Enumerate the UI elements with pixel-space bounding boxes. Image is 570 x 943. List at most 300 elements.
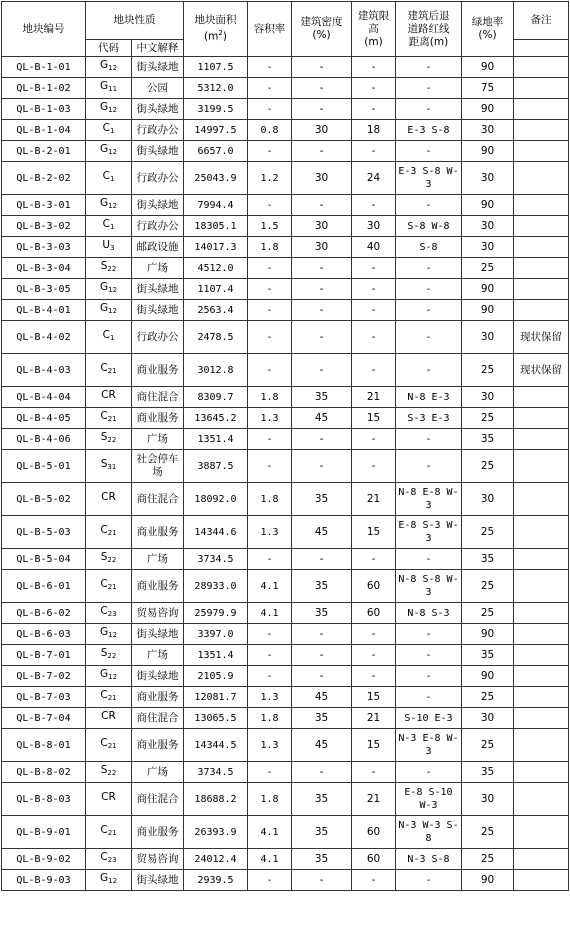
cell-code bbox=[86, 429, 132, 450]
cell-area: 26393.9 bbox=[184, 816, 248, 849]
cell-plot-id: QL-B-6-03 bbox=[2, 624, 86, 645]
cell-area: 2939.5 bbox=[184, 870, 248, 891]
cell-setback: S-8 W-8 bbox=[396, 216, 462, 237]
cell-green-ratio: 25 bbox=[462, 729, 514, 762]
cell-cn-name: 公园 bbox=[132, 78, 184, 99]
table-row bbox=[2, 666, 569, 687]
code-letters: G bbox=[99, 59, 109, 71]
code-subscript: 3 bbox=[110, 244, 115, 252]
cell-density: - bbox=[292, 300, 352, 321]
cell-green-ratio: 90 bbox=[462, 666, 514, 687]
cell-cn-name: 街头绿地 bbox=[132, 279, 184, 300]
cell-far: - bbox=[248, 300, 292, 321]
cell-far: 1.3 bbox=[248, 516, 292, 549]
cell-cn-name: 商业服务 bbox=[132, 729, 184, 762]
cell-plot-id: QL-B-7-03 bbox=[2, 687, 86, 708]
table-row bbox=[2, 216, 569, 237]
cell-code bbox=[86, 216, 132, 237]
table-row bbox=[2, 78, 569, 99]
cell-remarks bbox=[514, 603, 569, 624]
cell-setback: N-3 S-8 bbox=[396, 849, 462, 870]
cell-code bbox=[86, 57, 132, 78]
cell-remarks bbox=[514, 141, 569, 162]
cell-far: - bbox=[248, 78, 292, 99]
cell-density: 45 bbox=[292, 687, 352, 708]
cell-plot-id: QL-B-4-01 bbox=[2, 300, 86, 321]
cell-plot-id: QL-B-9-01 bbox=[2, 816, 86, 849]
cell-cn-name: 行政办公 bbox=[132, 321, 184, 354]
cell-area: 14344.5 bbox=[184, 729, 248, 762]
cell-height: 24 bbox=[352, 162, 396, 195]
header-plot-id: 地块编号 bbox=[2, 2, 86, 57]
cell-setback: - bbox=[396, 78, 462, 99]
code-letters: CR bbox=[101, 389, 116, 401]
cell-plot-id: QL-B-1-04 bbox=[2, 120, 86, 141]
cell-setback: - bbox=[396, 258, 462, 279]
code-subscript: 11 bbox=[108, 85, 118, 93]
cell-cn-name: 商住混合 bbox=[132, 483, 184, 516]
header-density: 建筑密度 (%) bbox=[292, 2, 352, 57]
table-row bbox=[2, 195, 569, 216]
code-letters: CR bbox=[101, 710, 116, 722]
cell-far: 1.2 bbox=[248, 162, 292, 195]
cell-plot-id: QL-B-3-04 bbox=[2, 258, 86, 279]
cell-code bbox=[86, 729, 132, 762]
cell-code bbox=[86, 408, 132, 429]
code-subscript: 21 bbox=[107, 367, 117, 375]
cell-green-ratio: 30 bbox=[462, 120, 514, 141]
code-letters: C bbox=[100, 824, 108, 836]
code-subscript: 12 bbox=[108, 673, 118, 681]
cell-setback: - bbox=[396, 666, 462, 687]
cell-density: - bbox=[292, 354, 352, 387]
cell-plot-id: QL-B-4-05 bbox=[2, 408, 86, 429]
cell-density: - bbox=[292, 279, 352, 300]
cell-remarks bbox=[514, 816, 569, 849]
table-row bbox=[2, 729, 569, 762]
cell-code bbox=[86, 570, 132, 603]
cell-area: 3397.0 bbox=[184, 624, 248, 645]
land-use-control-table bbox=[1, 1, 569, 891]
cell-remarks bbox=[514, 120, 569, 141]
code-letters: S bbox=[100, 260, 108, 272]
cell-setback: N-8 S-3 bbox=[396, 603, 462, 624]
cell-green-ratio: 35 bbox=[462, 549, 514, 570]
cell-cn-name: 邮政设施 bbox=[132, 237, 184, 258]
cell-setback: E-3 S-8 bbox=[396, 120, 462, 141]
code-subscript: 22 bbox=[107, 436, 117, 444]
cell-code bbox=[86, 708, 132, 729]
cell-density: - bbox=[292, 450, 352, 483]
table-row bbox=[2, 57, 569, 78]
cell-green-ratio: 25 bbox=[462, 516, 514, 549]
cell-area: 24012.4 bbox=[184, 849, 248, 870]
cell-green-ratio: 30 bbox=[462, 162, 514, 195]
code-letters: C bbox=[100, 605, 108, 617]
cell-green-ratio: 90 bbox=[462, 279, 514, 300]
cell-remarks bbox=[514, 687, 569, 708]
cell-height: - bbox=[352, 624, 396, 645]
cell-setback: S-3 E-3 bbox=[396, 408, 462, 429]
code-subscript: 12 bbox=[108, 106, 118, 114]
cell-code bbox=[86, 645, 132, 666]
cell-code bbox=[86, 849, 132, 870]
cell-code bbox=[86, 195, 132, 216]
cell-cn-name: 街头绿地 bbox=[132, 666, 184, 687]
code-letters: C bbox=[100, 689, 108, 701]
cell-height: - bbox=[352, 300, 396, 321]
cell-green-ratio: 30 bbox=[462, 483, 514, 516]
cell-area: 2478.5 bbox=[184, 321, 248, 354]
code-subscript: 12 bbox=[108, 877, 118, 885]
cell-remarks bbox=[514, 279, 569, 300]
cell-far: 1.3 bbox=[248, 729, 292, 762]
cell-far: - bbox=[248, 666, 292, 687]
cell-height: 21 bbox=[352, 783, 396, 816]
cell-setback: E-8 S-3 W-3 bbox=[396, 516, 462, 549]
cell-height: 60 bbox=[352, 603, 396, 624]
cell-area: 18688.2 bbox=[184, 783, 248, 816]
table-row bbox=[2, 516, 569, 549]
header-green-ratio: 绿地率 (%) bbox=[462, 2, 514, 57]
cell-plot-id: QL-B-7-04 bbox=[2, 708, 86, 729]
table-row bbox=[2, 603, 569, 624]
cell-green-ratio: 30 bbox=[462, 387, 514, 408]
cell-density: 45 bbox=[292, 408, 352, 429]
code-subscript: 22 bbox=[107, 652, 117, 660]
cell-code bbox=[86, 624, 132, 645]
cell-area: 3734.5 bbox=[184, 762, 248, 783]
code-subscript: 1 bbox=[109, 127, 115, 135]
cell-height: 18 bbox=[352, 120, 396, 141]
cell-plot-id: QL-B-4-03 bbox=[2, 354, 86, 387]
cell-code bbox=[86, 450, 132, 483]
table-body bbox=[2, 57, 569, 891]
cell-area: 3012.8 bbox=[184, 354, 248, 387]
code-letters: G bbox=[99, 281, 109, 293]
cell-density: - bbox=[292, 666, 352, 687]
cell-height: - bbox=[352, 645, 396, 666]
header-land-use: 地块性质 bbox=[86, 2, 184, 40]
table-row bbox=[2, 387, 569, 408]
cell-setback: - bbox=[396, 57, 462, 78]
table-row bbox=[2, 279, 569, 300]
cell-cn-name: 商业服务 bbox=[132, 687, 184, 708]
cell-setback: - bbox=[396, 870, 462, 891]
cell-cn-name: 广场 bbox=[132, 429, 184, 450]
code-letters: C bbox=[102, 170, 110, 182]
cell-green-ratio: 90 bbox=[462, 141, 514, 162]
cell-plot-id: QL-B-4-06 bbox=[2, 429, 86, 450]
cell-density: 35 bbox=[292, 708, 352, 729]
table-row bbox=[2, 300, 569, 321]
cell-remarks bbox=[514, 450, 569, 483]
header-area: 地块面积 $(m^2)$ bbox=[184, 2, 248, 57]
cell-area: 1351.4 bbox=[184, 645, 248, 666]
cell-far: 4.1 bbox=[248, 603, 292, 624]
cell-height: 60 bbox=[352, 570, 396, 603]
code-subscript: 12 bbox=[108, 307, 118, 315]
table-row bbox=[2, 120, 569, 141]
cell-remarks bbox=[514, 78, 569, 99]
cell-height: - bbox=[352, 870, 396, 891]
cell-code bbox=[86, 300, 132, 321]
cell-plot-id: QL-B-3-01 bbox=[2, 195, 86, 216]
cell-far: 4.1 bbox=[248, 849, 292, 870]
cell-remarks bbox=[514, 516, 569, 549]
cell-height: - bbox=[352, 195, 396, 216]
cell-green-ratio: 30 bbox=[462, 708, 514, 729]
cell-setback: S-10 E-3 bbox=[396, 708, 462, 729]
cell-remarks bbox=[514, 300, 569, 321]
code-subscript: 1 bbox=[109, 334, 115, 342]
cell-area: 2105.9 bbox=[184, 666, 248, 687]
cell-remarks bbox=[514, 762, 569, 783]
cell-code bbox=[86, 516, 132, 549]
cell-remarks bbox=[514, 162, 569, 195]
cell-code bbox=[86, 354, 132, 387]
cell-setback: - bbox=[396, 321, 462, 354]
code-subscript: 23 bbox=[107, 610, 117, 618]
cell-setback: N-8 E-8 W-3 bbox=[396, 483, 462, 516]
cell-code bbox=[86, 816, 132, 849]
code-letters: C bbox=[100, 524, 108, 536]
cell-cn-name: 街头绿地 bbox=[132, 99, 184, 120]
code-subscript: 22 bbox=[107, 769, 117, 777]
cell-setback: N-3 E-8 W-3 bbox=[396, 729, 462, 762]
cell-code bbox=[86, 549, 132, 570]
cell-green-ratio: 75 bbox=[462, 78, 514, 99]
cell-setback: - bbox=[396, 300, 462, 321]
table-row bbox=[2, 645, 569, 666]
cell-cn-name: 广场 bbox=[132, 258, 184, 279]
header-setback: 建筑后退 道路红线 距离(m) bbox=[396, 2, 462, 57]
cell-area: 8309.7 bbox=[184, 387, 248, 408]
cell-far: 1.8 bbox=[248, 783, 292, 816]
cell-far: 1.8 bbox=[248, 708, 292, 729]
cell-height: 60 bbox=[352, 816, 396, 849]
code-subscript: 12 bbox=[108, 631, 118, 639]
cell-remarks bbox=[514, 783, 569, 816]
cell-green-ratio: 25 bbox=[462, 354, 514, 387]
cell-remarks bbox=[514, 624, 569, 645]
cell-area: 18305.1 bbox=[184, 216, 248, 237]
cell-green-ratio: 30 bbox=[462, 783, 514, 816]
cell-green-ratio: 25 bbox=[462, 408, 514, 429]
cell-far: - bbox=[248, 645, 292, 666]
cell-green-ratio: 30 bbox=[462, 321, 514, 354]
cell-setback: N-3 W-3 S-8 bbox=[396, 816, 462, 849]
cell-height: - bbox=[352, 57, 396, 78]
code-letters: C bbox=[100, 410, 108, 422]
header-row-1 bbox=[2, 2, 569, 40]
cell-green-ratio: 35 bbox=[462, 645, 514, 666]
cell-plot-id: QL-B-8-02 bbox=[2, 762, 86, 783]
cell-area: 14997.5 bbox=[184, 120, 248, 141]
code-subscript: 21 bbox=[107, 415, 117, 423]
cell-cn-name: 街头绿地 bbox=[132, 141, 184, 162]
cell-height: - bbox=[352, 354, 396, 387]
cell-cn-name: 行政办公 bbox=[132, 162, 184, 195]
code-letters: G bbox=[99, 626, 109, 638]
cell-density: 35 bbox=[292, 483, 352, 516]
cell-remarks: 现状保留 bbox=[514, 354, 569, 387]
code-subscript: 21 bbox=[107, 583, 117, 591]
cell-height: - bbox=[352, 450, 396, 483]
cell-height: - bbox=[352, 429, 396, 450]
cell-far: 1.8 bbox=[248, 387, 292, 408]
code-subscript: 21 bbox=[107, 529, 117, 537]
code-letters: CR bbox=[101, 791, 116, 803]
cell-density: - bbox=[292, 870, 352, 891]
cell-area: 1107.5 bbox=[184, 57, 248, 78]
cell-height: 15 bbox=[352, 729, 396, 762]
cell-density: 35 bbox=[292, 387, 352, 408]
cell-setback: N-8 E-3 bbox=[396, 387, 462, 408]
cell-setback: - bbox=[396, 141, 462, 162]
cell-far: - bbox=[248, 450, 292, 483]
cell-code bbox=[86, 321, 132, 354]
cell-remarks bbox=[514, 708, 569, 729]
code-subscript: 22 bbox=[107, 556, 117, 564]
cell-area: 18092.0 bbox=[184, 483, 248, 516]
cell-density: - bbox=[292, 195, 352, 216]
cell-density: - bbox=[292, 645, 352, 666]
code-letters: G bbox=[99, 302, 109, 314]
cell-area: 2563.4 bbox=[184, 300, 248, 321]
cell-green-ratio: 25 bbox=[462, 603, 514, 624]
cell-density: 30 bbox=[292, 216, 352, 237]
cell-density: - bbox=[292, 624, 352, 645]
code-subscript: 22 bbox=[107, 265, 117, 273]
cell-plot-id: QL-B-3-05 bbox=[2, 279, 86, 300]
cell-cn-name: 社会停车场 bbox=[132, 450, 184, 483]
cell-height: - bbox=[352, 78, 396, 99]
code-letters: CR bbox=[101, 491, 116, 503]
cell-setback: - bbox=[396, 687, 462, 708]
cell-setback: - bbox=[396, 450, 462, 483]
table-row bbox=[2, 783, 569, 816]
cell-setback: - bbox=[396, 645, 462, 666]
cell-density: 45 bbox=[292, 516, 352, 549]
code-subscript: 12 bbox=[108, 286, 118, 294]
cell-plot-id: QL-B-5-01 bbox=[2, 450, 86, 483]
code-letters: C bbox=[100, 851, 108, 863]
cell-code bbox=[86, 120, 132, 141]
cell-cn-name: 贸易咨询 bbox=[132, 603, 184, 624]
cell-plot-id: QL-B-9-03 bbox=[2, 870, 86, 891]
cell-area: 4512.0 bbox=[184, 258, 248, 279]
cell-setback: - bbox=[396, 549, 462, 570]
cell-height: - bbox=[352, 762, 396, 783]
cell-density: - bbox=[292, 549, 352, 570]
cell-area: 13645.2 bbox=[184, 408, 248, 429]
cell-height: - bbox=[352, 321, 396, 354]
table-row bbox=[2, 99, 569, 120]
cell-remarks bbox=[514, 729, 569, 762]
cell-height: 40 bbox=[352, 237, 396, 258]
table-row bbox=[2, 849, 569, 870]
code-letters: C bbox=[102, 122, 110, 134]
cell-height: 15 bbox=[352, 687, 396, 708]
cell-green-ratio: 35 bbox=[462, 429, 514, 450]
cell-cn-name: 广场 bbox=[132, 549, 184, 570]
cell-far: - bbox=[248, 279, 292, 300]
table-row bbox=[2, 162, 569, 195]
cell-green-ratio: 30 bbox=[462, 216, 514, 237]
code-letters: S bbox=[100, 551, 108, 563]
cell-remarks bbox=[514, 408, 569, 429]
table-row bbox=[2, 237, 569, 258]
cell-cn-name: 街头绿地 bbox=[132, 624, 184, 645]
cell-code bbox=[86, 279, 132, 300]
cell-cn-name: 广场 bbox=[132, 762, 184, 783]
code-subscript: 12 bbox=[108, 64, 118, 72]
code-subscript: 12 bbox=[108, 148, 118, 156]
code-letters: G bbox=[99, 101, 109, 113]
cell-plot-id: QL-B-5-04 bbox=[2, 549, 86, 570]
cell-far: - bbox=[248, 258, 292, 279]
cell-green-ratio: 25 bbox=[462, 450, 514, 483]
cell-height: - bbox=[352, 666, 396, 687]
cell-area: 14344.6 bbox=[184, 516, 248, 549]
cell-remarks bbox=[514, 549, 569, 570]
cell-remarks bbox=[514, 870, 569, 891]
cell-remarks bbox=[514, 645, 569, 666]
cell-green-ratio: 25 bbox=[462, 816, 514, 849]
cell-height: 15 bbox=[352, 516, 396, 549]
cell-area: 3734.5 bbox=[184, 549, 248, 570]
cell-far: - bbox=[248, 624, 292, 645]
cell-cn-name: 商业服务 bbox=[132, 516, 184, 549]
cell-green-ratio: 25 bbox=[462, 258, 514, 279]
cell-remarks bbox=[514, 57, 569, 78]
cell-green-ratio: 90 bbox=[462, 870, 514, 891]
cell-green-ratio: 25 bbox=[462, 687, 514, 708]
cell-height: - bbox=[352, 549, 396, 570]
cell-code bbox=[86, 237, 132, 258]
cell-remarks bbox=[514, 195, 569, 216]
code-letters: G bbox=[99, 80, 109, 92]
cell-cn-name: 广场 bbox=[132, 645, 184, 666]
cell-remarks bbox=[514, 99, 569, 120]
cell-area: 25043.9 bbox=[184, 162, 248, 195]
code-letters: C bbox=[100, 362, 108, 374]
cell-far: 4.1 bbox=[248, 816, 292, 849]
cell-green-ratio: 90 bbox=[462, 300, 514, 321]
cell-area: 7994.4 bbox=[184, 195, 248, 216]
cell-setback: S-8 bbox=[396, 237, 462, 258]
code-letters: C bbox=[102, 218, 110, 230]
cell-cn-name: 行政办公 bbox=[132, 120, 184, 141]
cell-density: - bbox=[292, 762, 352, 783]
code-subscript: 12 bbox=[108, 202, 118, 210]
cell-density: 45 bbox=[292, 729, 352, 762]
table-row bbox=[2, 321, 569, 354]
cell-density: 30 bbox=[292, 120, 352, 141]
cell-remarks bbox=[514, 216, 569, 237]
code-subscript: 1 bbox=[109, 175, 115, 183]
code-letters: C bbox=[102, 329, 110, 341]
table-row bbox=[2, 624, 569, 645]
cell-density: - bbox=[292, 429, 352, 450]
code-subscript: 21 bbox=[107, 694, 117, 702]
cell-code bbox=[86, 762, 132, 783]
cell-setback: N-8 S-8 W-3 bbox=[396, 570, 462, 603]
code-letters: C bbox=[100, 578, 108, 590]
cell-setback: - bbox=[396, 195, 462, 216]
cell-cn-name: 商住混合 bbox=[132, 708, 184, 729]
